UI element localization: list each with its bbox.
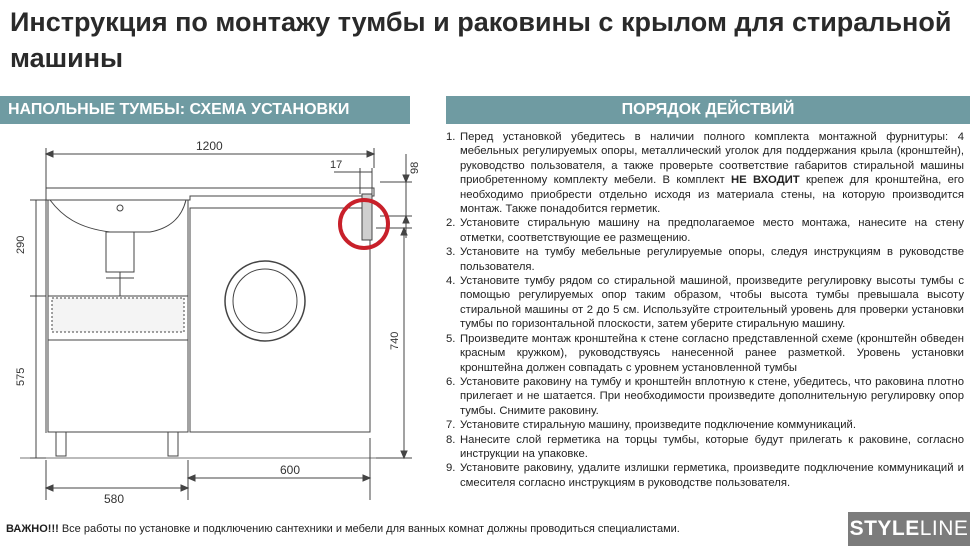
procedure-list xyxy=(444,130,964,490)
step-7: 7. Установите стиральную машину, произведите подключение коммуникаций. xyxy=(446,419,856,432)
siphon xyxy=(106,232,134,272)
label-cabinet-width: 580 xyxy=(104,492,125,506)
label-bracket-offset: 17 xyxy=(330,159,343,171)
important-label: ВАЖНО!!! xyxy=(6,523,59,535)
step-4: 4. Установите тумбу рядом со стиральной машиной, произведите регулировку высоты тумбы с помощью регулируемых опор таким образом, чтобы высота тумбы превышала высоту стиральной машины от 2 до 5 см. Используйте строительный уровень для проверки установки тумбы по горизонтальной плоскости, затем уберите стиральную машину. xyxy=(446,275,964,331)
installation-scheme-heading: НАПОЛЬНЫЕ ТУМБЫ: СХЕМА УСТАНОВКИ xyxy=(0,96,410,124)
page-title: Инструкция по монтажу тумбы и раковины с крылом для стиральной машины xyxy=(10,7,952,73)
step-2: 2. Установите стиральную машину на предполагаемое место монтажа, нанесите на стену отметки, соответствующие ее размещению. xyxy=(446,217,964,244)
label-full-height: 740 xyxy=(389,331,401,350)
label-total-width: 1200 xyxy=(196,139,223,153)
cabinet-leg-left xyxy=(56,432,66,456)
step-8: 8. Нанесите слой герметика на торцы тумбы, которые будут прилегать к раковине, согласно инструкции на упаковке. xyxy=(446,433,964,460)
label-upper: 290 xyxy=(15,235,27,254)
step-6: 6. Установите раковину на тумбу и кронштейн вплотную к стене, убедитесь, что раковина плотно прилегает и не шатается. При необходимости произведите дополнительную регулировку опор тумбы. Снимите раковину. xyxy=(446,375,964,417)
sink-wing xyxy=(46,188,374,200)
step-5: 5. Произведите монтаж кронштейна к стене согласно представленной схеме (кронштейн обведен красным кружком), руководствуясь нанесенной ранее разметкой. Уровень установки кронштейна должен совпадать с уровнем установленной тумбы xyxy=(446,332,964,374)
step-9: 9. Установите раковину, удалите излишки герметика, произведите подключение коммуникаций и смесителя согласно инструкциям в руководстве пользователя. xyxy=(446,462,964,489)
step-3: 3. Установите на тумбу мебельные регулируемые опоры, следуя инструкциям в руководстве пользователя. xyxy=(446,246,964,273)
brand-logo: STYLELINE xyxy=(848,512,970,546)
procedure-heading: ПОРЯДОК ДЕЙСТВИЙ xyxy=(446,96,970,124)
label-machine-width: 600 xyxy=(280,463,301,477)
label-bracket-height: 98 xyxy=(409,161,421,174)
step-1: 1. Перед установкой убедитесь в наличии полного комплекта монтажной фурнитуры: 4 мебельных регулируемых опоры, металлический уголок для поддержания крыла (кронштейн), руководство пользователя, а также проверьте соответствие габаритов стиральной машины приобретенному комплекту мебели. В комплект НЕ ВХОДИТ крепеж для кронштейна, его необходимо приобрести отдельно исходя из материала стены, на которую производится монтаж. Также понадобится герметик. xyxy=(446,131,965,216)
cabinet-drawer xyxy=(52,298,184,332)
label-lower: 575 xyxy=(15,367,27,386)
cabinet-leg-right xyxy=(168,432,178,456)
sink-basin xyxy=(50,200,186,232)
important-note: ВАЖНО!!! Все работы по установке и подключению сантехники и мебели для ванных комнат должны проводиться специалистами. xyxy=(6,523,680,535)
installation-diagram xyxy=(0,128,440,513)
